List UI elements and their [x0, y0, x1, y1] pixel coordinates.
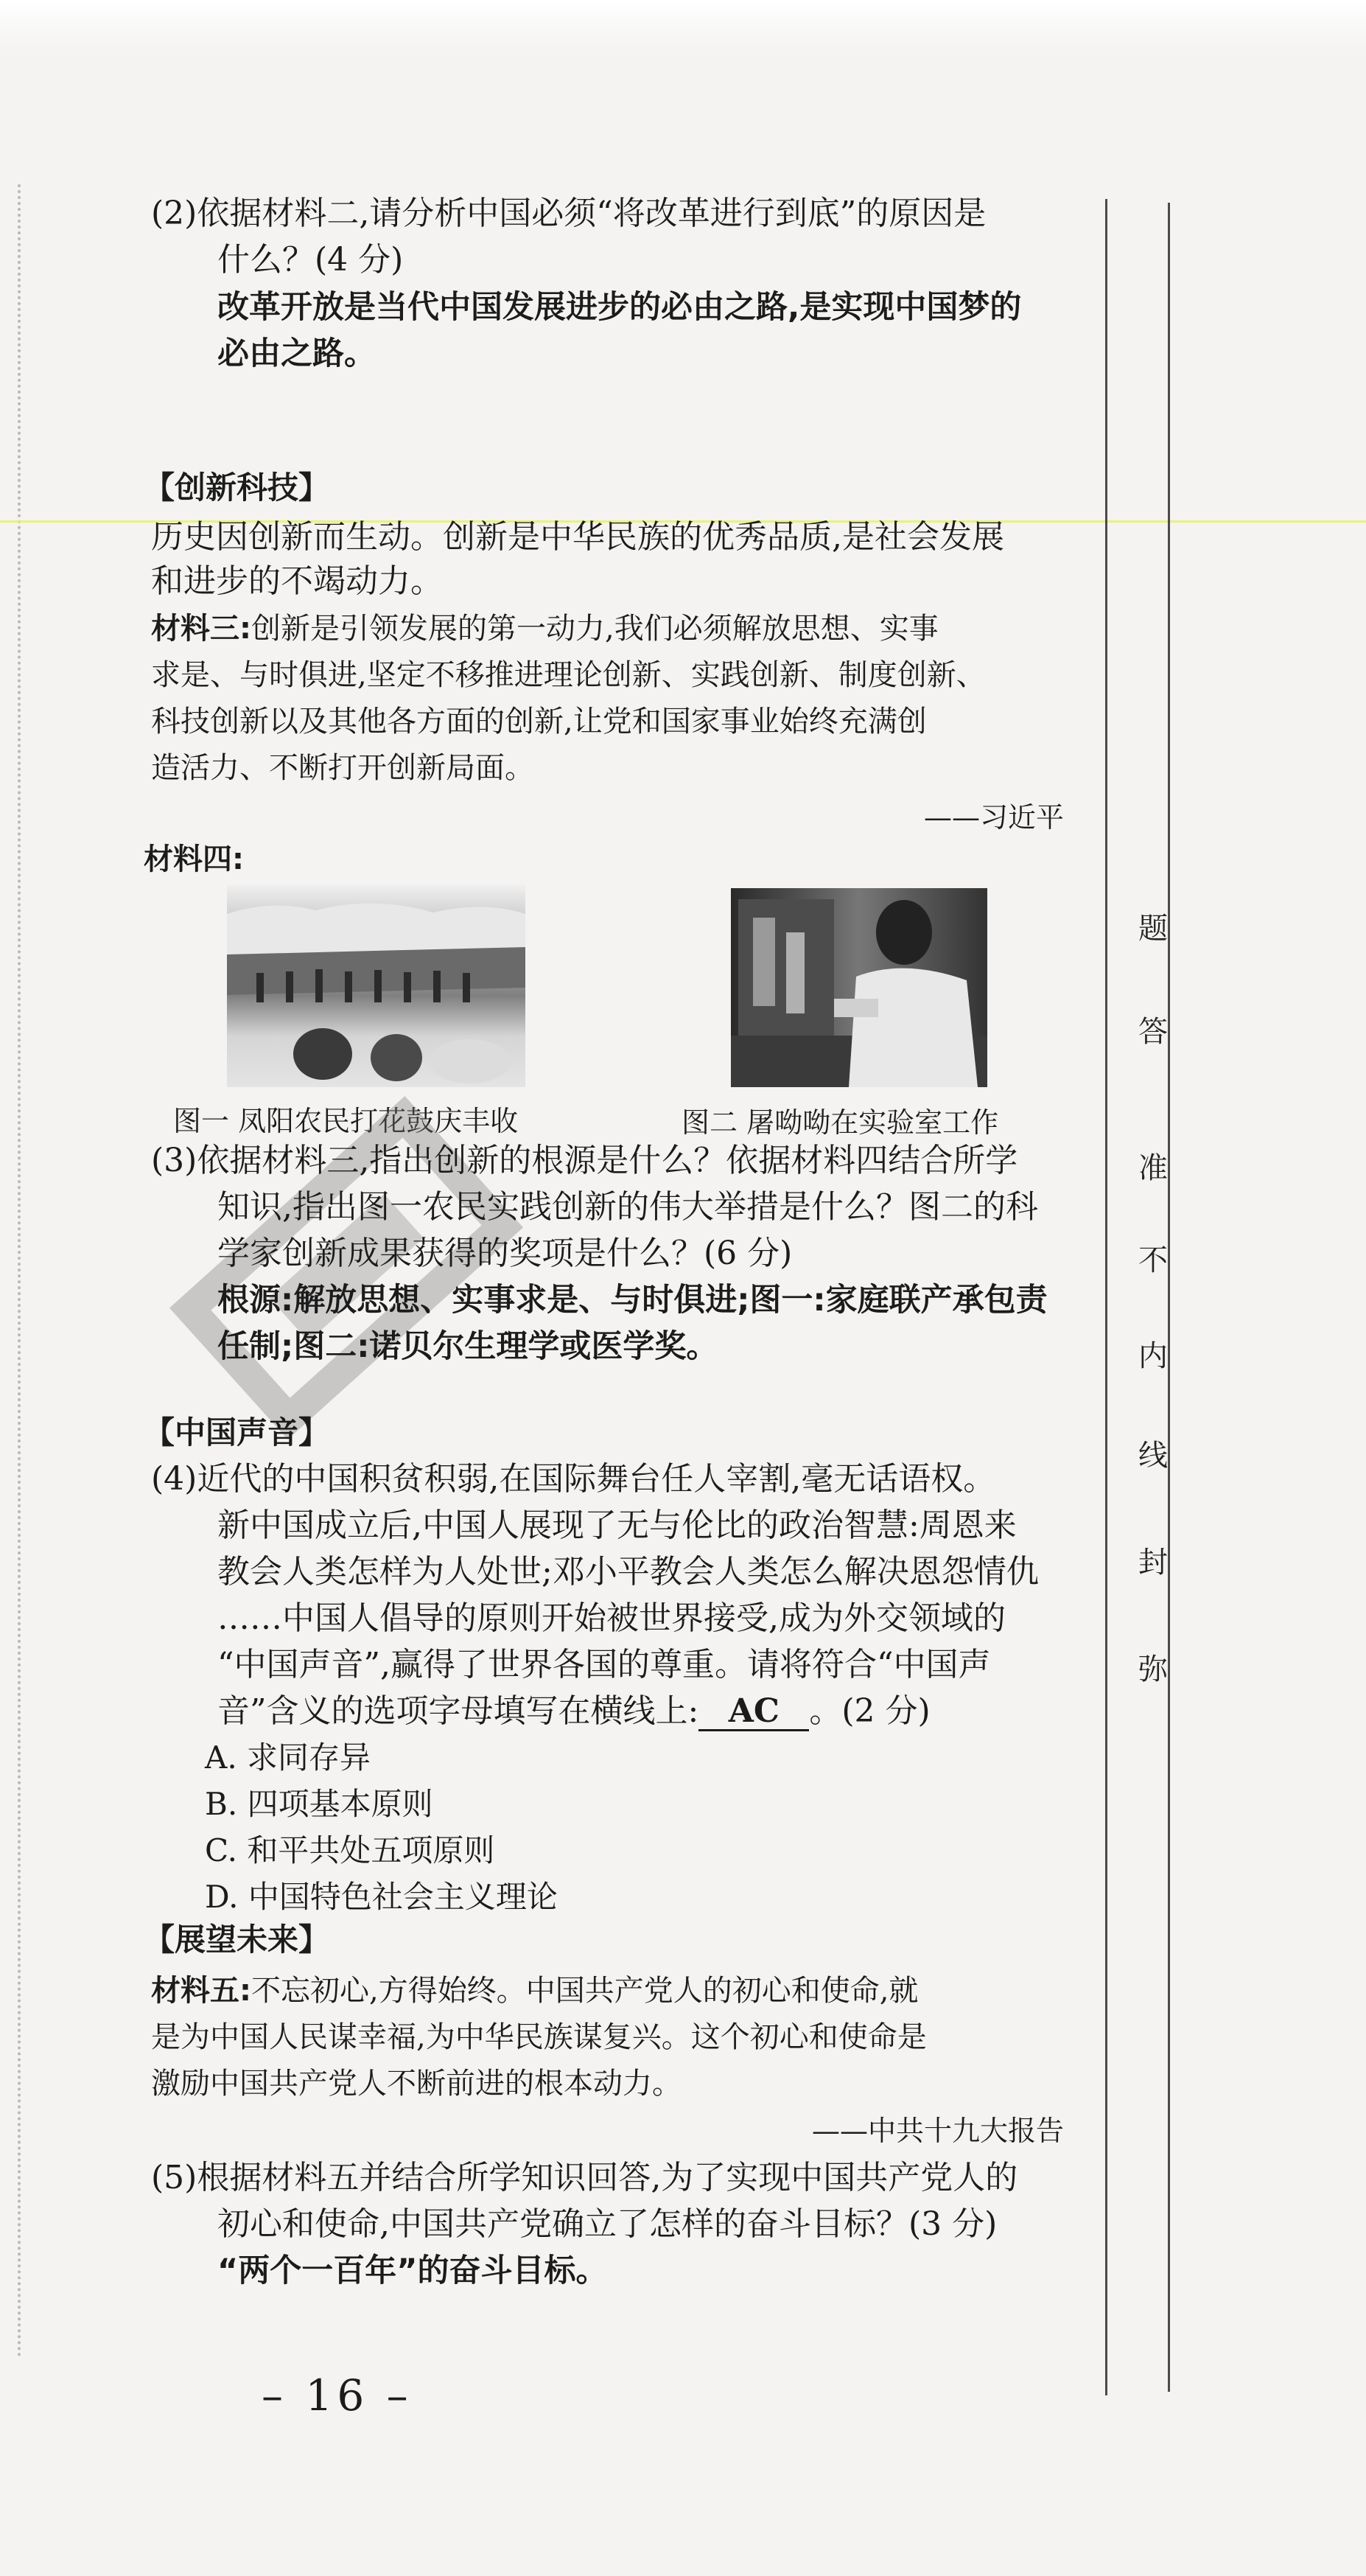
material3-line-4: 造活力、不断打开创新局面。: [151, 751, 534, 785]
q2-line-1: (2)依据材料二,请分析中国必须“将改革进行到底”的原因是: [151, 195, 987, 232]
material5-text-1: 不忘初心,方得始终。中国共产党人的初心和使命,就: [251, 1974, 919, 2008]
figure1-illustration: [227, 884, 525, 1087]
q2-line-2: 什么？(4 分): [217, 241, 404, 279]
q4-option-b: B. 四项基本原则: [205, 1786, 433, 1822]
material5-line-2: 是为中国人民谋幸福,为中华民族谋复兴。这个初心和使命是: [151, 2020, 927, 2054]
material5-label: 材料五:: [151, 1974, 251, 2008]
binding-char-4: 不: [1138, 1243, 1168, 1277]
q3-answer-line-1: 根源:解放思想、实事求是、与时俱进;图一:家庭联产承包责: [217, 1282, 1048, 1319]
q4-line-6-post: 。(2 分): [809, 1692, 931, 1730]
material5-line-3: 激励中国共产党人不断前进的根本动力。: [151, 2067, 682, 2101]
q4-line-4: ……中国人倡导的原则开始被世界接受,成为外交领域的: [217, 1599, 1006, 1637]
q4-option-c: C. 和平共处五项原则: [205, 1832, 495, 1868]
figure1-caption: 图一 凤阳农民打花鼓庆丰收: [173, 1105, 519, 1137]
material3-source: ——习近平: [923, 801, 1064, 834]
q5-line-2: 初心和使命,中国共产党确立了怎样的奋斗目标？(3 分): [217, 2205, 998, 2243]
q4-line-6: [217, 1688, 931, 1734]
q2-answer-line-2: 必由之路。: [217, 335, 376, 372]
q4-line-6-pre: 音”含义的选项字母填写在横线上:: [217, 1692, 699, 1730]
q4-option-a: A. 求同存异: [205, 1739, 371, 1776]
binding-char-1: 题: [1138, 912, 1168, 946]
q3-line-3: 学家创新成果获得的奖项是什么？(6 分): [217, 1235, 793, 1272]
binding-rule-outer: [1168, 203, 1170, 2392]
q5-answer: “两个一百年”的奋斗目标。: [217, 2252, 608, 2289]
q3-answer-line-2: 任制;图二:诺贝尔生理学或医学奖。: [217, 1328, 718, 1365]
figure2-caption: 图二 屠呦呦在实验室工作: [682, 1106, 999, 1139]
q2-answer-line-1: 改革开放是当代中国发展进步的必由之路,是实现中国梦的: [217, 289, 1022, 326]
binding-char-7: 封: [1138, 1546, 1168, 1580]
binding-char-2: 答: [1138, 1015, 1168, 1049]
q4-line-5: “中国声音”,赢得了世界各国的尊重。请将符合“中国声: [217, 1646, 991, 1683]
innovation-intro-line-2: 和进步的不竭动力。: [151, 562, 443, 600]
q4-option-d: D. 中国特色社会主义理论: [205, 1879, 558, 1915]
binding-char-5: 内: [1138, 1339, 1168, 1373]
innovation-intro-line-1: 历史因创新而生动。创新是中华民族的优秀品质,是社会发展: [151, 518, 1004, 556]
q3-line-1: (3)依据材料三,指出创新的根源是什么？依据材料四结合所学: [151, 1142, 1018, 1179]
binding-char-8: 弥: [1138, 1652, 1168, 1686]
section-heading-future: 【展望未来】: [144, 1921, 330, 1958]
binding-char-3: 准: [1138, 1151, 1168, 1185]
section-heading-innovation: 【创新科技】: [144, 470, 330, 506]
q4-answer-blank: AC: [698, 1694, 809, 1731]
material3-line-2: 求是、与时俱进,坚定不移推进理论创新、实践创新、制度创新、: [151, 658, 986, 692]
figure2-illustration: [731, 888, 987, 1087]
binding-rule-inner: [1105, 199, 1107, 2395]
section-heading-china-voice: 【中国声音】: [144, 1414, 330, 1451]
figure1-photo: [227, 884, 525, 1087]
material3-label: 材料三:: [151, 612, 251, 646]
q5-line-1: (5)根据材料五并结合所学知识回答,为了实现中国共产党人的: [151, 2159, 1018, 2196]
page-top-edge: [0, 0, 1366, 52]
q4-line-2: 新中国成立后,中国人展现了无与伦比的政治智慧:周恩来: [217, 1507, 1017, 1544]
dotted-margin-line: [18, 184, 21, 2359]
q3-line-2: 知识,指出图一农民实践创新的伟大举措是什么？图二的科: [217, 1188, 1038, 1226]
material4-label: 材料四:: [144, 842, 244, 876]
material3-line-1: [151, 606, 939, 652]
material3-line-3: 科技创新以及其他各方面的创新,让党和国家事业始终充满创: [151, 705, 927, 739]
material5-line-1: [151, 1968, 918, 2014]
q4-line-3: 教会人类怎样为人处世;邓小平教会人类怎么解决恩怨情仇: [217, 1553, 1039, 1591]
q4-line-1: (4)近代的中国积贫积弱,在国际舞台任人宰割,毫无话语权。: [151, 1460, 996, 1498]
material5-source: ——中共十九大报告: [811, 2115, 1064, 2147]
binding-char-6: 线: [1138, 1439, 1168, 1473]
material3-text-1: 创新是引领发展的第一动力,我们必须解放思想、实事: [251, 612, 939, 646]
figure2-photo: [731, 888, 987, 1087]
page-number: – 16 –: [262, 2370, 413, 2420]
